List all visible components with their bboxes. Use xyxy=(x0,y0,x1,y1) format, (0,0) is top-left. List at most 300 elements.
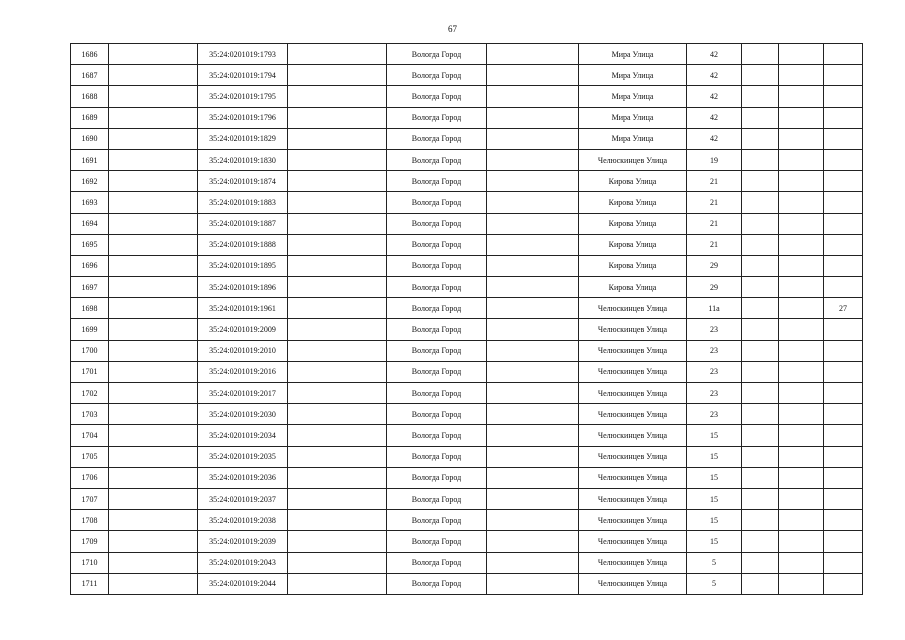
empty-cell xyxy=(109,86,198,107)
cadastral-number-cell: 35:24:0201019:2036 xyxy=(198,467,288,488)
cadastral-number-cell: 35:24:0201019:1961 xyxy=(198,298,288,319)
row-number-cell: 1707 xyxy=(71,488,109,509)
cadastral-number-cell: 35:24:0201019:2016 xyxy=(198,361,288,382)
street-cell: Челюскинцев Улица xyxy=(579,425,687,446)
empty-cell xyxy=(288,213,387,234)
empty-cell xyxy=(742,192,779,213)
street-cell: Челюскинцев Улица xyxy=(579,361,687,382)
empty-cell xyxy=(109,277,198,298)
city-cell: Вологда Город xyxy=(387,340,487,361)
empty-cell xyxy=(288,255,387,276)
empty-cell xyxy=(487,234,579,255)
row-number-cell: 1687 xyxy=(71,65,109,86)
extra-value-cell xyxy=(824,404,863,425)
table-row xyxy=(71,277,863,298)
empty-cell xyxy=(288,107,387,128)
empty-cell xyxy=(742,213,779,234)
empty-cell xyxy=(779,255,824,276)
empty-cell xyxy=(779,340,824,361)
empty-cell xyxy=(487,573,579,594)
table-row xyxy=(71,234,863,255)
house-number-cell: 21 xyxy=(687,171,742,192)
table-row xyxy=(71,531,863,552)
empty-cell xyxy=(779,510,824,531)
empty-cell xyxy=(487,552,579,573)
cadastral-number-cell: 35:24:0201019:2035 xyxy=(198,446,288,467)
empty-cell xyxy=(779,383,824,404)
empty-cell xyxy=(779,298,824,319)
row-number-cell: 1695 xyxy=(71,234,109,255)
table-row xyxy=(71,446,863,467)
house-number-cell: 42 xyxy=(687,65,742,86)
house-number-cell: 42 xyxy=(687,86,742,107)
row-number-cell: 1705 xyxy=(71,446,109,467)
empty-cell xyxy=(779,277,824,298)
extra-value-cell xyxy=(824,255,863,276)
extra-value-cell xyxy=(824,425,863,446)
empty-cell xyxy=(779,467,824,488)
extra-value-cell xyxy=(824,65,863,86)
empty-cell xyxy=(487,107,579,128)
row-number-cell: 1688 xyxy=(71,86,109,107)
empty-cell xyxy=(779,573,824,594)
street-cell: Челюскинцев Улица xyxy=(579,573,687,594)
empty-cell xyxy=(742,552,779,573)
city-cell: Вологда Город xyxy=(387,255,487,276)
empty-cell xyxy=(288,510,387,531)
street-cell: Челюскинцев Улица xyxy=(579,319,687,340)
empty-cell xyxy=(742,531,779,552)
empty-cell xyxy=(779,425,824,446)
house-number-cell: 42 xyxy=(687,44,742,65)
empty-cell xyxy=(487,255,579,276)
empty-cell xyxy=(779,44,824,65)
house-number-cell: 29 xyxy=(687,277,742,298)
house-number-cell: 42 xyxy=(687,107,742,128)
empty-cell xyxy=(109,446,198,467)
city-cell: Вологда Город xyxy=(387,234,487,255)
table-row xyxy=(71,488,863,509)
cadastral-number-cell: 35:24:0201019:1874 xyxy=(198,171,288,192)
extra-value-cell xyxy=(824,192,863,213)
city-cell: Вологда Город xyxy=(387,361,487,382)
empty-cell xyxy=(288,171,387,192)
cadastral-number-cell: 35:24:0201019:1795 xyxy=(198,86,288,107)
table-row xyxy=(71,319,863,340)
empty-cell xyxy=(487,383,579,404)
row-number-cell: 1710 xyxy=(71,552,109,573)
empty-cell xyxy=(109,128,198,149)
table-row xyxy=(71,340,863,361)
row-number-cell: 1686 xyxy=(71,44,109,65)
extra-value-cell xyxy=(824,361,863,382)
empty-cell xyxy=(779,552,824,573)
house-number-cell: 11а xyxy=(687,298,742,319)
table-row xyxy=(71,361,863,382)
empty-cell xyxy=(109,340,198,361)
city-cell: Вологда Город xyxy=(387,383,487,404)
extra-value-cell xyxy=(824,467,863,488)
table-row xyxy=(71,425,863,446)
street-cell: Челюскинцев Улица xyxy=(579,467,687,488)
street-cell: Челюскинцев Улица xyxy=(579,383,687,404)
house-number-cell: 21 xyxy=(687,192,742,213)
empty-cell xyxy=(288,404,387,425)
table-row xyxy=(71,255,863,276)
empty-cell xyxy=(288,573,387,594)
row-number-cell: 1700 xyxy=(71,340,109,361)
empty-cell xyxy=(742,467,779,488)
empty-cell xyxy=(109,361,198,382)
row-number-cell: 1690 xyxy=(71,128,109,149)
city-cell: Вологда Город xyxy=(387,86,487,107)
empty-cell xyxy=(109,510,198,531)
row-number-cell: 1697 xyxy=(71,277,109,298)
extra-value-cell xyxy=(824,319,863,340)
cadastral-number-cell: 35:24:0201019:1896 xyxy=(198,277,288,298)
table-row xyxy=(71,107,863,128)
empty-cell xyxy=(779,319,824,340)
house-number-cell: 15 xyxy=(687,425,742,446)
row-number-cell: 1701 xyxy=(71,361,109,382)
extra-value-cell xyxy=(824,213,863,234)
empty-cell xyxy=(288,488,387,509)
extra-value-cell xyxy=(824,531,863,552)
cadastral-number-cell: 35:24:0201019:1888 xyxy=(198,234,288,255)
empty-cell xyxy=(779,192,824,213)
extra-value-cell xyxy=(824,107,863,128)
extra-value-cell xyxy=(824,234,863,255)
empty-cell xyxy=(742,425,779,446)
empty-cell xyxy=(487,510,579,531)
empty-cell xyxy=(109,404,198,425)
cadastral-number-cell: 35:24:0201019:2017 xyxy=(198,383,288,404)
table-row xyxy=(71,128,863,149)
cadastral-number-cell: 35:24:0201019:2039 xyxy=(198,531,288,552)
empty-cell xyxy=(742,361,779,382)
empty-cell xyxy=(487,425,579,446)
empty-cell xyxy=(742,573,779,594)
city-cell: Вологда Город xyxy=(387,277,487,298)
extra-value-cell xyxy=(824,86,863,107)
row-number-cell: 1691 xyxy=(71,149,109,170)
row-number-cell: 1708 xyxy=(71,510,109,531)
empty-cell xyxy=(742,383,779,404)
empty-cell xyxy=(288,552,387,573)
empty-cell xyxy=(487,488,579,509)
street-cell: Челюскинцев Улица xyxy=(579,552,687,573)
city-cell: Вологда Город xyxy=(387,446,487,467)
extra-value-cell xyxy=(824,128,863,149)
empty-cell xyxy=(742,234,779,255)
empty-cell xyxy=(288,425,387,446)
table-row xyxy=(71,552,863,573)
empty-cell xyxy=(487,44,579,65)
empty-cell xyxy=(487,404,579,425)
empty-cell xyxy=(487,213,579,234)
table-row xyxy=(71,213,863,234)
city-cell: Вологда Город xyxy=(387,107,487,128)
cadastral-number-cell: 35:24:0201019:1829 xyxy=(198,128,288,149)
empty-cell xyxy=(487,86,579,107)
house-number-cell: 29 xyxy=(687,255,742,276)
empty-cell xyxy=(742,298,779,319)
empty-cell xyxy=(109,531,198,552)
street-cell: Челюскинцев Улица xyxy=(579,340,687,361)
cadastral-number-cell: 35:24:0201019:1883 xyxy=(198,192,288,213)
empty-cell xyxy=(487,361,579,382)
empty-cell xyxy=(288,65,387,86)
extra-value-cell xyxy=(824,383,863,404)
empty-cell xyxy=(288,44,387,65)
empty-cell xyxy=(109,298,198,319)
empty-cell xyxy=(779,531,824,552)
empty-cell xyxy=(742,510,779,531)
row-number-cell: 1706 xyxy=(71,467,109,488)
empty-cell xyxy=(742,319,779,340)
empty-cell xyxy=(109,234,198,255)
extra-value-cell xyxy=(824,573,863,594)
empty-cell xyxy=(288,383,387,404)
street-cell: Мира Улица xyxy=(579,65,687,86)
extra-value-cell xyxy=(824,44,863,65)
table-row xyxy=(71,510,863,531)
empty-cell xyxy=(288,86,387,107)
empty-cell xyxy=(288,298,387,319)
cadastral-number-cell: 35:24:0201019:2044 xyxy=(198,573,288,594)
row-number-cell: 1709 xyxy=(71,531,109,552)
table-row xyxy=(71,149,863,170)
empty-cell xyxy=(779,213,824,234)
street-cell: Челюскинцев Улица xyxy=(579,404,687,425)
street-cell: Челюскинцев Улица xyxy=(579,510,687,531)
row-number-cell: 1692 xyxy=(71,171,109,192)
table-row xyxy=(71,467,863,488)
empty-cell xyxy=(109,192,198,213)
empty-cell xyxy=(288,319,387,340)
house-number-cell: 23 xyxy=(687,340,742,361)
empty-cell xyxy=(288,149,387,170)
table-row xyxy=(71,298,863,319)
cadastral-number-cell: 35:24:0201019:1830 xyxy=(198,149,288,170)
empty-cell xyxy=(487,298,579,319)
empty-cell xyxy=(779,128,824,149)
empty-cell xyxy=(742,340,779,361)
cadastral-number-cell: 35:24:0201019:1796 xyxy=(198,107,288,128)
street-cell: Кирова Улица xyxy=(579,277,687,298)
extra-value-cell xyxy=(824,510,863,531)
house-number-cell: 19 xyxy=(687,149,742,170)
empty-cell xyxy=(109,171,198,192)
city-cell: Вологда Город xyxy=(387,213,487,234)
empty-cell xyxy=(779,404,824,425)
table-row xyxy=(71,171,863,192)
row-number-cell: 1702 xyxy=(71,383,109,404)
city-cell: Вологда Город xyxy=(387,319,487,340)
row-number-cell: 1694 xyxy=(71,213,109,234)
table-row xyxy=(71,404,863,425)
empty-cell xyxy=(288,361,387,382)
empty-cell xyxy=(742,44,779,65)
empty-cell xyxy=(109,149,198,170)
empty-cell xyxy=(742,488,779,509)
empty-cell xyxy=(742,107,779,128)
row-number-cell: 1693 xyxy=(71,192,109,213)
street-cell: Кирова Улица xyxy=(579,234,687,255)
extra-value-cell: 27 xyxy=(824,298,863,319)
extra-value-cell xyxy=(824,171,863,192)
cadastral-number-cell: 35:24:0201019:1794 xyxy=(198,65,288,86)
row-number-cell: 1696 xyxy=(71,255,109,276)
empty-cell xyxy=(288,531,387,552)
registry-table xyxy=(70,43,863,595)
house-number-cell: 21 xyxy=(687,213,742,234)
cadastral-number-cell: 35:24:0201019:2037 xyxy=(198,488,288,509)
street-cell: Мира Улица xyxy=(579,107,687,128)
row-number-cell: 1711 xyxy=(71,573,109,594)
street-cell: Челюскинцев Улица xyxy=(579,488,687,509)
empty-cell xyxy=(487,340,579,361)
street-cell: Кирова Улица xyxy=(579,171,687,192)
cadastral-number-cell: 35:24:0201019:2030 xyxy=(198,404,288,425)
empty-cell xyxy=(487,128,579,149)
table-row xyxy=(71,383,863,404)
street-cell: Мира Улица xyxy=(579,128,687,149)
house-number-cell: 15 xyxy=(687,510,742,531)
cadastral-number-cell: 35:24:0201019:2010 xyxy=(198,340,288,361)
empty-cell xyxy=(742,255,779,276)
house-number-cell: 23 xyxy=(687,361,742,382)
empty-cell xyxy=(109,467,198,488)
empty-cell xyxy=(779,234,824,255)
street-cell: Кирова Улица xyxy=(579,255,687,276)
empty-cell xyxy=(109,107,198,128)
empty-cell xyxy=(487,467,579,488)
house-number-cell: 15 xyxy=(687,531,742,552)
cadastral-number-cell: 35:24:0201019:1887 xyxy=(198,213,288,234)
street-cell: Челюскинцев Улица xyxy=(579,298,687,319)
empty-cell xyxy=(487,319,579,340)
extra-value-cell xyxy=(824,446,863,467)
row-number-cell: 1689 xyxy=(71,107,109,128)
page-number: 67 xyxy=(448,24,457,34)
row-number-cell: 1703 xyxy=(71,404,109,425)
empty-cell xyxy=(779,107,824,128)
empty-cell xyxy=(288,234,387,255)
cadastral-number-cell: 35:24:0201019:2038 xyxy=(198,510,288,531)
house-number-cell: 15 xyxy=(687,446,742,467)
house-number-cell: 23 xyxy=(687,404,742,425)
house-number-cell: 23 xyxy=(687,383,742,404)
house-number-cell: 5 xyxy=(687,573,742,594)
street-cell: Челюскинцев Улица xyxy=(579,531,687,552)
house-number-cell: 42 xyxy=(687,128,742,149)
empty-cell xyxy=(288,192,387,213)
empty-cell xyxy=(742,128,779,149)
row-number-cell: 1699 xyxy=(71,319,109,340)
city-cell: Вологда Город xyxy=(387,128,487,149)
row-number-cell: 1698 xyxy=(71,298,109,319)
extra-value-cell xyxy=(824,149,863,170)
cadastral-number-cell: 35:24:0201019:1793 xyxy=(198,44,288,65)
city-cell: Вологда Город xyxy=(387,192,487,213)
empty-cell xyxy=(779,361,824,382)
empty-cell xyxy=(779,488,824,509)
empty-cell xyxy=(109,573,198,594)
table-row xyxy=(71,573,863,594)
street-cell: Челюскинцев Улица xyxy=(579,446,687,467)
empty-cell xyxy=(109,488,198,509)
empty-cell xyxy=(109,383,198,404)
street-cell: Мира Улица xyxy=(579,86,687,107)
empty-cell xyxy=(779,171,824,192)
empty-cell xyxy=(779,86,824,107)
empty-cell xyxy=(779,446,824,467)
extra-value-cell xyxy=(824,277,863,298)
extra-value-cell xyxy=(824,488,863,509)
table-row xyxy=(71,86,863,107)
empty-cell xyxy=(742,65,779,86)
empty-cell xyxy=(109,319,198,340)
empty-cell xyxy=(487,531,579,552)
city-cell: Вологда Город xyxy=(387,65,487,86)
empty-cell xyxy=(487,149,579,170)
empty-cell xyxy=(288,277,387,298)
city-cell: Вологда Город xyxy=(387,552,487,573)
empty-cell xyxy=(288,340,387,361)
empty-cell xyxy=(109,425,198,446)
street-cell: Кирова Улица xyxy=(579,213,687,234)
street-cell: Мира Улица xyxy=(579,44,687,65)
city-cell: Вологда Город xyxy=(387,149,487,170)
empty-cell xyxy=(288,467,387,488)
extra-value-cell xyxy=(824,552,863,573)
empty-cell xyxy=(288,128,387,149)
empty-cell xyxy=(109,255,198,276)
row-number-cell: 1704 xyxy=(71,425,109,446)
city-cell: Вологда Город xyxy=(387,404,487,425)
empty-cell xyxy=(742,149,779,170)
empty-cell xyxy=(742,404,779,425)
empty-cell xyxy=(487,277,579,298)
cadastral-number-cell: 35:24:0201019:2043 xyxy=(198,552,288,573)
city-cell: Вологда Город xyxy=(387,573,487,594)
city-cell: Вологда Город xyxy=(387,510,487,531)
empty-cell xyxy=(779,65,824,86)
house-number-cell: 5 xyxy=(687,552,742,573)
empty-cell xyxy=(779,149,824,170)
cadastral-number-cell: 35:24:0201019:2009 xyxy=(198,319,288,340)
house-number-cell: 15 xyxy=(687,488,742,509)
city-cell: Вологда Город xyxy=(387,467,487,488)
house-number-cell: 21 xyxy=(687,234,742,255)
table-row xyxy=(71,192,863,213)
city-cell: Вологда Город xyxy=(387,488,487,509)
empty-cell xyxy=(742,277,779,298)
house-number-cell: 15 xyxy=(687,467,742,488)
street-cell: Кирова Улица xyxy=(579,192,687,213)
empty-cell xyxy=(109,65,198,86)
city-cell: Вологда Город xyxy=(387,425,487,446)
empty-cell xyxy=(487,65,579,86)
empty-cell xyxy=(109,44,198,65)
city-cell: Вологда Город xyxy=(387,531,487,552)
empty-cell xyxy=(742,86,779,107)
table-row xyxy=(71,44,863,65)
extra-value-cell xyxy=(824,340,863,361)
empty-cell xyxy=(742,446,779,467)
city-cell: Вологда Город xyxy=(387,298,487,319)
